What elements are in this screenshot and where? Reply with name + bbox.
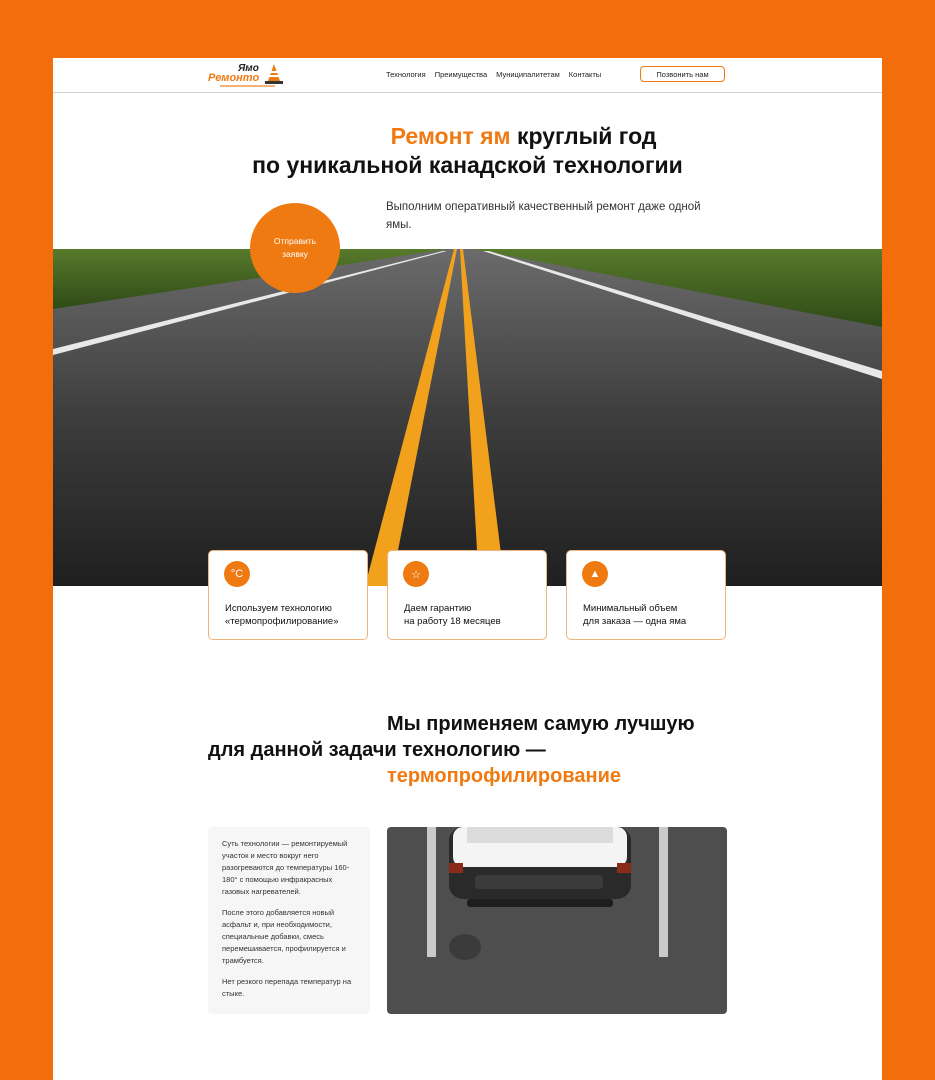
hero-subtitle: Выполним оперативный качественный ремонт даже одной ямы. [386, 201, 701, 231]
hero-road-image [53, 249, 882, 586]
feature-text-line1: Используем технологию [225, 603, 332, 614]
call-us-button[interactable]: Позвонить нам [640, 66, 725, 82]
star-badge-icon: ☆ [403, 561, 429, 587]
technology-title-line1: Мы применяем самую лучшую [387, 713, 695, 735]
feature-text-line2: для заказа — одна яма [583, 616, 687, 627]
technology-title [208, 711, 738, 789]
feature-text-line2: на работу 18 месяцев [404, 616, 501, 627]
site-header [53, 58, 882, 93]
feature-card [208, 550, 368, 640]
nav-technology[interactable]: Технология [386, 70, 426, 79]
technology-description [208, 827, 370, 1014]
hero-title [53, 122, 882, 180]
description-paragraph: Суть технологии — ремонтируемый участок и место вокруг него разогреваются до температуры 160-180° с помощью инфракрасных газовых нагревателей. [222, 839, 350, 896]
logo-text-bottom: Ремонто [208, 72, 260, 84]
cone-icon: ▲ [582, 561, 608, 587]
feature-text-line2: «термопрофилирование» [225, 616, 339, 627]
nav-contacts[interactable]: Контакты [568, 70, 602, 79]
thermometer-icon: °C [224, 561, 250, 587]
feature-text-line1: Даем гарантию [404, 603, 472, 614]
cta-label-line1: Отправить [273, 236, 317, 246]
logo-text-top: Ямо [238, 63, 259, 74]
hero-title-line2: по уникальной канадской технологии [252, 152, 683, 178]
logo[interactable] [208, 61, 288, 89]
feature-card [566, 550, 726, 640]
nav-advantages[interactable]: Преимущества [434, 70, 488, 79]
hero-title-rest: круглый год [510, 123, 657, 149]
send-request-button[interactable] [250, 203, 340, 293]
description-paragraph: Нет резкого перепада температур на стыке. [222, 977, 352, 998]
technology-title-accent: термопрофилирование [387, 765, 622, 787]
feature-text-line1: Минимальный объем [583, 603, 678, 614]
feature-card [387, 550, 547, 640]
logo-tagline-bar [220, 85, 275, 87]
features-row [208, 550, 728, 640]
main-nav [386, 70, 601, 79]
nav-municipalities[interactable]: Муниципалитетам [496, 70, 560, 79]
cone-icon [264, 63, 284, 85]
cta-label-line2: заявку [282, 249, 308, 259]
landing-page [53, 58, 882, 1080]
description-paragraph: После этого добавляется новый асфальт и, при необходимости, специальные добавки, смесь перемешивается, профилируется и трамбуется. [222, 908, 346, 965]
hero-title-accent: Ремонт ям [390, 123, 511, 149]
car-road-photo [387, 827, 727, 1014]
technology-title-line2: для данной задачи технологию — [208, 739, 546, 761]
